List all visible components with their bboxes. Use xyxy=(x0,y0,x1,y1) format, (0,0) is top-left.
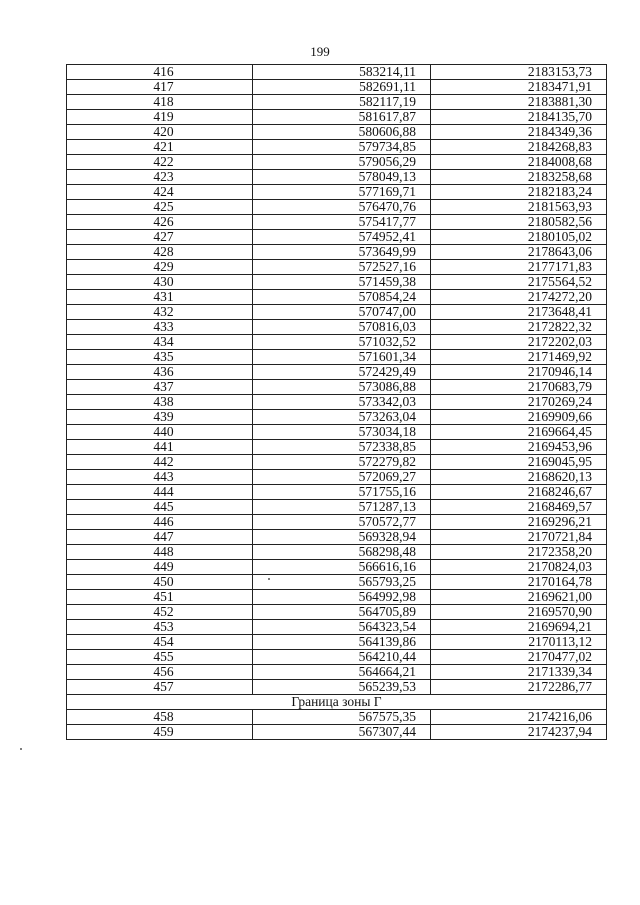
point-number-cell: 453 xyxy=(67,620,253,635)
y-coordinate-cell: 2169909,66 xyxy=(431,410,607,425)
table-row xyxy=(67,605,607,620)
y-coordinate-cell: 2181563,93 xyxy=(431,200,607,215)
x-coordinate-cell: 569328,94 xyxy=(253,530,431,545)
y-coordinate-cell: 2169453,96 xyxy=(431,440,607,455)
y-coordinate-cell: 2177171,83 xyxy=(431,260,607,275)
y-coordinate-cell: 2175564,52 xyxy=(431,275,607,290)
x-coordinate-cell: 573342,03 xyxy=(253,395,431,410)
y-coordinate-cell: 2183258,68 xyxy=(431,170,607,185)
table-row xyxy=(67,260,607,275)
table-row xyxy=(67,590,607,605)
table-row xyxy=(67,140,607,155)
table-row xyxy=(67,425,607,440)
x-coordinate-cell: 570747,00 xyxy=(253,305,431,320)
y-coordinate-cell: 2168620,13 xyxy=(431,470,607,485)
x-coordinate-cell: 573086,88 xyxy=(253,380,431,395)
point-number-cell: 430 xyxy=(67,275,253,290)
point-number-cell: 425 xyxy=(67,200,253,215)
y-coordinate-cell: 2171339,34 xyxy=(431,665,607,680)
table-row xyxy=(67,125,607,140)
point-number-cell: 459 xyxy=(67,725,253,740)
table-row xyxy=(67,650,607,665)
table-row xyxy=(67,290,607,305)
table-row xyxy=(67,395,607,410)
x-coordinate-cell: 564323,54 xyxy=(253,620,431,635)
table-row xyxy=(67,470,607,485)
y-coordinate-cell: 2170164,78 xyxy=(431,575,607,590)
x-coordinate-cell: 571287,13 xyxy=(253,500,431,515)
page-number: 199 xyxy=(310,44,330,59)
point-number-cell: 436 xyxy=(67,365,253,380)
point-number-cell: 428 xyxy=(67,245,253,260)
point-number-cell: 435 xyxy=(67,350,253,365)
table-row xyxy=(67,110,607,125)
point-number-cell: 455 xyxy=(67,650,253,665)
point-number-cell: 420 xyxy=(67,125,253,140)
section-row xyxy=(67,695,607,710)
x-coordinate-cell: 573649,99 xyxy=(253,245,431,260)
table-row xyxy=(67,155,607,170)
point-number-cell: 437 xyxy=(67,380,253,395)
point-number-cell: 424 xyxy=(67,185,253,200)
y-coordinate-cell: 2184008,68 xyxy=(431,155,607,170)
y-coordinate-cell: 2183471,91 xyxy=(431,80,607,95)
x-coordinate-cell: 572338,85 xyxy=(253,440,431,455)
point-number-cell: 438 xyxy=(67,395,253,410)
x-coordinate-cell: 565239,53 xyxy=(253,680,431,695)
y-coordinate-cell: 2184135,70 xyxy=(431,110,607,125)
x-coordinate-cell: 573263,04 xyxy=(253,410,431,425)
section-title: Граница зоны Г xyxy=(67,695,607,710)
x-coordinate-cell: 564992,98 xyxy=(253,590,431,605)
y-coordinate-cell: 2172286,77 xyxy=(431,680,607,695)
point-number-cell: 449 xyxy=(67,560,253,575)
x-coordinate-cell: 566616,16 xyxy=(253,560,431,575)
y-coordinate-cell: 2168469,57 xyxy=(431,500,607,515)
table-row xyxy=(67,365,607,380)
table-row xyxy=(67,665,607,680)
scan-speck xyxy=(20,748,22,750)
point-number-cell: 418 xyxy=(67,95,253,110)
point-number-cell: 419 xyxy=(67,110,253,125)
point-number-cell: 445 xyxy=(67,500,253,515)
y-coordinate-cell: 2174272,20 xyxy=(431,290,607,305)
table-row xyxy=(67,95,607,110)
table-row xyxy=(67,305,607,320)
point-number-cell: 450 xyxy=(67,575,253,590)
x-coordinate-cell: 565793,25 xyxy=(253,575,431,590)
y-coordinate-cell: 2169570,90 xyxy=(431,605,607,620)
x-coordinate-cell: 572069,27 xyxy=(253,470,431,485)
x-coordinate-cell: 575417,77 xyxy=(253,215,431,230)
x-coordinate-cell: 578049,13 xyxy=(253,170,431,185)
point-number-cell: 421 xyxy=(67,140,253,155)
table-row xyxy=(67,515,607,530)
table-row xyxy=(67,80,607,95)
table-row xyxy=(67,335,607,350)
table-row xyxy=(67,710,607,725)
y-coordinate-cell: 2170721,84 xyxy=(431,530,607,545)
point-number-cell: 434 xyxy=(67,335,253,350)
point-number-cell: 416 xyxy=(67,65,253,80)
point-number-cell: 443 xyxy=(67,470,253,485)
x-coordinate-cell: 577169,71 xyxy=(253,185,431,200)
x-coordinate-cell: 581617,87 xyxy=(253,110,431,125)
x-coordinate-cell: 582117,19 xyxy=(253,95,431,110)
table-row xyxy=(67,410,607,425)
x-coordinate-cell: 572429,49 xyxy=(253,365,431,380)
y-coordinate-cell: 2172202,03 xyxy=(431,335,607,350)
table-row xyxy=(67,455,607,470)
table-row xyxy=(67,680,607,695)
y-coordinate-cell: 2178643,06 xyxy=(431,245,607,260)
point-number-cell: 427 xyxy=(67,230,253,245)
point-number-cell: 456 xyxy=(67,665,253,680)
y-coordinate-cell: 2174237,94 xyxy=(431,725,607,740)
y-coordinate-cell: 2170477,02 xyxy=(431,650,607,665)
y-coordinate-cell: 2169664,45 xyxy=(431,425,607,440)
x-coordinate-cell: 573034,18 xyxy=(253,425,431,440)
point-number-cell: 423 xyxy=(67,170,253,185)
x-coordinate-cell: 572527,16 xyxy=(253,260,431,275)
table-row xyxy=(67,500,607,515)
table-row xyxy=(67,320,607,335)
x-coordinate-cell: 564210,44 xyxy=(253,650,431,665)
y-coordinate-cell: 2180105,02 xyxy=(431,230,607,245)
x-coordinate-cell: 568298,48 xyxy=(253,545,431,560)
point-number-cell: 458 xyxy=(67,710,253,725)
x-coordinate-cell: 579734,85 xyxy=(253,140,431,155)
point-number-cell: 441 xyxy=(67,440,253,455)
x-coordinate-cell: 570816,03 xyxy=(253,320,431,335)
x-coordinate-cell: 582691,11 xyxy=(253,80,431,95)
point-number-cell: 446 xyxy=(67,515,253,530)
x-coordinate-cell: 571601,34 xyxy=(253,350,431,365)
x-coordinate-cell: 571459,38 xyxy=(253,275,431,290)
x-coordinate-cell: 576470,76 xyxy=(253,200,431,215)
x-coordinate-cell: 572279,82 xyxy=(253,455,431,470)
x-coordinate-cell: 570572,77 xyxy=(253,515,431,530)
coordinates-rows-before xyxy=(67,65,607,695)
table-row xyxy=(67,635,607,650)
x-coordinate-cell: 564664,21 xyxy=(253,665,431,680)
point-number-cell: 431 xyxy=(67,290,253,305)
table-row xyxy=(67,545,607,560)
y-coordinate-cell: 2169045,95 xyxy=(431,455,607,470)
point-number-cell: 447 xyxy=(67,530,253,545)
y-coordinate-cell: 2173648,41 xyxy=(431,305,607,320)
y-coordinate-cell: 2184268,83 xyxy=(431,140,607,155)
table-row xyxy=(67,200,607,215)
y-coordinate-cell: 2170113,12 xyxy=(431,635,607,650)
point-number-cell: 442 xyxy=(67,455,253,470)
x-coordinate-cell: 571755,16 xyxy=(253,485,431,500)
table-row xyxy=(67,170,607,185)
x-coordinate-cell: 583214,11 xyxy=(253,65,431,80)
y-coordinate-cell: 2183881,30 xyxy=(431,95,607,110)
y-coordinate-cell: 2184349,36 xyxy=(431,125,607,140)
y-coordinate-cell: 2171469,92 xyxy=(431,350,607,365)
y-coordinate-cell: 2168246,67 xyxy=(431,485,607,500)
y-coordinate-cell: 2169694,21 xyxy=(431,620,607,635)
point-number-cell: 440 xyxy=(67,425,253,440)
point-number-cell: 451 xyxy=(67,590,253,605)
coordinates-rows-after xyxy=(67,710,607,740)
x-coordinate-cell: 564705,89 xyxy=(253,605,431,620)
y-coordinate-cell: 2169621,00 xyxy=(431,590,607,605)
table-row xyxy=(67,185,607,200)
section-divider xyxy=(67,695,607,710)
table-row xyxy=(67,230,607,245)
x-coordinate-cell: 564139,86 xyxy=(253,635,431,650)
y-coordinate-cell: 2183153,73 xyxy=(431,65,607,80)
table-row xyxy=(67,440,607,455)
y-coordinate-cell: 2172822,32 xyxy=(431,320,607,335)
table-row xyxy=(67,350,607,365)
table-row xyxy=(67,245,607,260)
table-row xyxy=(67,485,607,500)
point-number-cell: 439 xyxy=(67,410,253,425)
table-row xyxy=(67,275,607,290)
point-number-cell: 432 xyxy=(67,305,253,320)
point-number-cell: 422 xyxy=(67,155,253,170)
x-coordinate-cell: 571032,52 xyxy=(253,335,431,350)
point-number-cell: 426 xyxy=(67,215,253,230)
point-number-cell: 452 xyxy=(67,605,253,620)
y-coordinate-cell: 2170946,14 xyxy=(431,365,607,380)
point-number-cell: 433 xyxy=(67,320,253,335)
table-row xyxy=(67,530,607,545)
x-coordinate-cell: 567575,35 xyxy=(253,710,431,725)
scan-speck xyxy=(268,578,270,580)
x-coordinate-cell: 570854,24 xyxy=(253,290,431,305)
table-row xyxy=(67,65,607,80)
table-row xyxy=(67,380,607,395)
y-coordinate-cell: 2170824,03 xyxy=(431,560,607,575)
table-row xyxy=(67,725,607,740)
table-row xyxy=(67,620,607,635)
point-number-cell: 448 xyxy=(67,545,253,560)
y-coordinate-cell: 2172358,20 xyxy=(431,545,607,560)
point-number-cell: 457 xyxy=(67,680,253,695)
y-coordinate-cell: 2174216,06 xyxy=(431,710,607,725)
y-coordinate-cell: 2169296,21 xyxy=(431,515,607,530)
coordinates-table xyxy=(66,64,607,740)
table-row xyxy=(67,575,607,590)
point-number-cell: 429 xyxy=(67,260,253,275)
table-row xyxy=(67,560,607,575)
y-coordinate-cell: 2170683,79 xyxy=(431,380,607,395)
table-row xyxy=(67,215,607,230)
y-coordinate-cell: 2170269,24 xyxy=(431,395,607,410)
point-number-cell: 417 xyxy=(67,80,253,95)
x-coordinate-cell: 579056,29 xyxy=(253,155,431,170)
point-number-cell: 444 xyxy=(67,485,253,500)
y-coordinate-cell: 2180582,56 xyxy=(431,215,607,230)
x-coordinate-cell: 567307,44 xyxy=(253,725,431,740)
x-coordinate-cell: 580606,88 xyxy=(253,125,431,140)
y-coordinate-cell: 2182183,24 xyxy=(431,185,607,200)
point-number-cell: 454 xyxy=(67,635,253,650)
x-coordinate-cell: 574952,41 xyxy=(253,230,431,245)
